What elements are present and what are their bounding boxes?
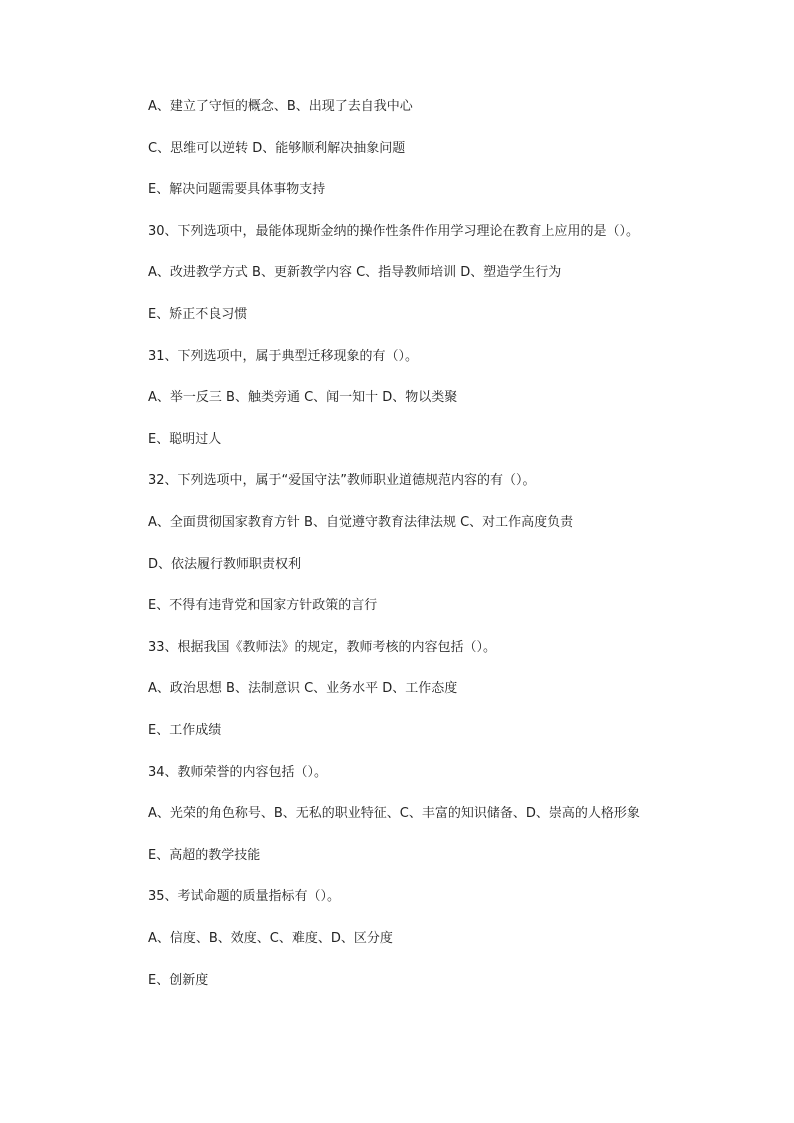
question-32: 32、下列选项中，属于“爱国守法”教师职业道德规范内容的有（）。 [148, 473, 536, 488]
option-line: E、工作成绩 [148, 723, 222, 738]
option-line: A、信度、B、效度、C、难度、D、区分度 [148, 931, 393, 946]
option-line: E、解决问题需要具体事物支持 [148, 182, 326, 197]
question-31: 31、下列选项中，属于典型迁移现象的有（）。 [148, 349, 419, 364]
option-line: E、创新度 [148, 973, 209, 988]
question-33: 33、根据我国《教师法》的规定，教师考核的内容包括（）。 [148, 640, 497, 655]
option-line: A、全面贯彻国家教育方针 B、自觉遵守教育法律法规 C、对工作高度负责 [148, 515, 574, 530]
option-line: D、依法履行教师职责权利 [148, 557, 302, 572]
option-line: A、建立了守恒的概念、B、出现了去自我中心 [148, 99, 413, 114]
option-line: C、思维可以逆转 D、能够顺利解决抽象问题 [148, 141, 406, 156]
option-line: E、聪明过人 [148, 432, 222, 447]
question-35: 35、考试命题的质量指标有（）。 [148, 889, 341, 904]
option-line: A、光荣的角色称号、B、无私的职业特征、C、丰富的知识储备、D、崇高的人格形象 [148, 806, 640, 821]
question-34: 34、教师荣誉的内容包括（）。 [148, 765, 328, 780]
option-line: E、不得有违背党和国家方针政策的言行 [148, 598, 378, 613]
option-line: A、改进教学方式 B、更新教学内容 C、指导教师培训 D、塑造学生行为 [148, 265, 562, 280]
option-line: E、矫正不良习惯 [148, 307, 248, 322]
option-line: A、政治思想 B、法制意识 C、业务水平 D、工作态度 [148, 681, 458, 696]
option-line: A、举一反三 B、触类旁通 C、闻一知十 D、物以类聚 [148, 390, 458, 405]
option-line: E、高超的教学技能 [148, 848, 261, 863]
question-30: 30、下列选项中，最能体现斯金纳的操作性条件作用学习理论在教育上应用的是（）。 [148, 224, 640, 239]
